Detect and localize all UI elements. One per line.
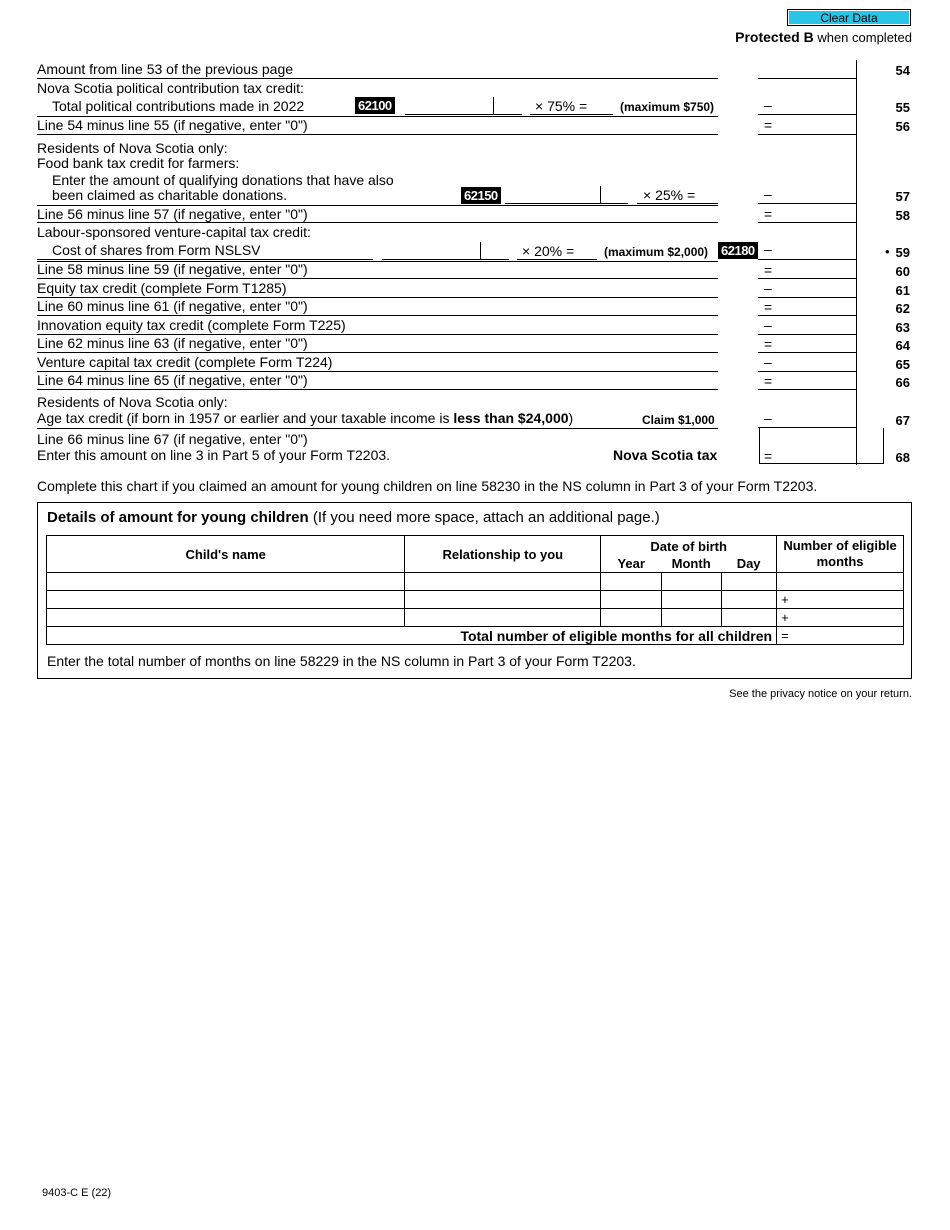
divider (37, 134, 718, 135)
line-55-input[interactable] (405, 114, 522, 115)
rate-75: × 75% = (535, 98, 588, 114)
year-input[interactable] (601, 609, 661, 627)
line-60-field[interactable] (758, 278, 856, 279)
col-child-name: Child's name (47, 536, 405, 573)
labour-heading: Labour-sponsored venture-capital tax credit: (37, 224, 311, 240)
nova-scotia-tax-label: Nova Scotia tax (613, 447, 718, 463)
divider (37, 78, 718, 79)
line-65-label: Venture capital tax credit (complete Form T224) (37, 354, 333, 370)
month-input[interactable] (661, 573, 721, 591)
max-750: (maximum $750) (620, 100, 715, 114)
line-68-label-2: Enter this amount on line 3 in Part 5 of your Form T2203. (37, 447, 391, 463)
line-59-calc-field[interactable] (517, 259, 597, 260)
minus-sign: – (764, 354, 772, 370)
line-58-label: Line 56 minus line 57 (if negative, enter "0") (37, 206, 308, 222)
line-63-field[interactable] (758, 334, 856, 335)
line-59-input[interactable] (382, 259, 509, 260)
line-number-54: 54 (895, 63, 910, 78)
line-57-field[interactable] (758, 203, 856, 204)
col-eligible-months: Number of eligible months (777, 536, 904, 573)
relationship-input[interactable] (405, 591, 601, 609)
food-bank-heading: Food bank tax credit for farmers: (37, 155, 240, 171)
line-number-64: 64 (895, 338, 910, 353)
divider (37, 278, 718, 279)
line-62-field[interactable] (758, 315, 856, 316)
residents-heading: Residents of Nova Scotia only: (37, 140, 228, 156)
col-day: Day (721, 555, 776, 573)
line-number-63: 63 (895, 320, 910, 335)
day-input[interactable] (721, 609, 776, 627)
line-61-field[interactable] (758, 297, 856, 298)
line-57-label-1: Enter the amount of qualifying donations that have also (52, 172, 394, 188)
line-56-field[interactable] (758, 134, 856, 135)
line-65-field[interactable] (758, 371, 856, 372)
line-56-label: Line 54 minus line 55 (if negative, enter "0") (37, 117, 308, 133)
line-number-56: 56 (895, 119, 910, 134)
line-number-61: 61 (895, 283, 910, 298)
divider (37, 315, 718, 316)
line-55-field[interactable] (758, 114, 856, 115)
months-input[interactable]: + (777, 591, 904, 609)
line-64-field[interactable] (758, 352, 856, 353)
divider (37, 222, 718, 223)
line-55-label: Total political contributions made in 2022 (52, 98, 305, 114)
code-62150: 62150 (461, 187, 501, 204)
day-input[interactable] (721, 591, 776, 609)
line-54-label: Amount from line 53 of the previous page (37, 61, 294, 77)
form-number: 9403-C E (22) (42, 1187, 112, 1199)
chart-note: Complete this chart if you claimed an amount for young children on line 58230 in the NS column in Part 3 of your Form T2203. (37, 478, 818, 494)
minus-sign: – (764, 241, 772, 257)
max-2000: (maximum $2,000) (604, 245, 709, 259)
line-68-field[interactable] (759, 428, 884, 464)
line-60-label: Line 58 minus line 59 (if negative, enter "0") (37, 261, 308, 277)
child-name-input[interactable] (47, 591, 405, 609)
col-relationship: Relationship to you (405, 536, 601, 573)
code-62180: 62180 (718, 242, 758, 259)
divider (493, 97, 494, 114)
minus-sign: – (764, 186, 772, 202)
line-59-field[interactable] (758, 259, 856, 260)
equals-sign: = (764, 373, 773, 389)
line-number-68: 68 (895, 450, 910, 465)
child-name-input[interactable] (47, 609, 405, 627)
table-row (47, 573, 904, 591)
table-row (47, 591, 904, 609)
details-title: Details of amount for young children (If you need more space, attach an additional page.) (47, 509, 660, 526)
minus-sign: – (764, 410, 772, 426)
relationship-input[interactable] (405, 609, 601, 627)
divider (37, 428, 718, 429)
line-57-label-2: been claimed as charitable donations. (52, 187, 288, 203)
line-68-label-1: Line 66 minus line 67 (if negative, enter "0") (37, 431, 308, 447)
line-54-field[interactable] (758, 78, 856, 79)
line-number-67: 67 (895, 413, 910, 428)
child-name-input[interactable] (47, 573, 405, 591)
clear-data-button[interactable]: Clear Data (787, 9, 911, 26)
equals-sign: = (764, 448, 773, 464)
minus-sign: – (764, 317, 772, 333)
table-row (47, 609, 904, 627)
claim-1000: Claim $1,000 (642, 413, 715, 427)
political-heading: Nova Scotia political contribution tax credit: (37, 80, 304, 96)
line-59-label: Cost of shares from Form NSLSV (52, 242, 261, 258)
relationship-input[interactable] (405, 573, 601, 591)
col-year: Year (601, 555, 661, 573)
total-label: Total number of eligible months for all children (47, 627, 777, 645)
equals-sign: = (764, 336, 773, 352)
line-number-57: 57 (895, 189, 910, 204)
line-number-55: 55 (895, 100, 910, 115)
year-input[interactable] (601, 573, 661, 591)
children-table (46, 535, 904, 645)
line-64-label: Line 62 minus line 63 (if negative, enter "0") (37, 335, 308, 351)
divider (600, 186, 601, 203)
line-63-label: Innovation equity tax credit (complete Form T225) (37, 317, 346, 333)
month-input[interactable] (661, 609, 721, 627)
rate-25: × 25% = (643, 187, 696, 203)
privacy-notice: See the privacy notice on your return. (729, 688, 912, 700)
col-month: Month (661, 555, 721, 573)
line-number-65: 65 (895, 357, 910, 372)
line-58-field[interactable] (758, 222, 856, 223)
divider (37, 259, 373, 260)
equals-sign: = (764, 299, 773, 315)
minus-sign: – (764, 97, 772, 113)
month-input[interactable] (661, 591, 721, 609)
year-input[interactable] (601, 591, 661, 609)
line-61-label: Equity tax credit (complete Form T1285) (37, 280, 287, 296)
residents-heading-2: Residents of Nova Scotia only: (37, 394, 228, 410)
line-57-input[interactable] (505, 203, 628, 204)
months-input[interactable] (777, 573, 904, 591)
line-number-59: 59 (895, 245, 910, 260)
day-input[interactable] (721, 573, 776, 591)
divider (480, 242, 481, 259)
line-number-58: 58 (895, 208, 910, 223)
col-date-of-birth: Date of birth (601, 536, 777, 555)
line-67-label: Age tax credit (if born in 1957 or earlier and your taxable income is less than $24,000) (37, 410, 574, 426)
details-footer: Enter the total number of months on line 58229 in the NS column in Part 3 of your Form T2203. (47, 653, 636, 669)
rate-20: × 20% = (522, 243, 575, 259)
line-66-field[interactable] (758, 389, 856, 390)
line-number-66: 66 (895, 375, 910, 390)
amount-column-divider (856, 60, 857, 465)
line-62-label: Line 60 minus line 61 (if negative, enter "0") (37, 298, 308, 314)
minus-sign: – (764, 280, 772, 296)
equals-sign: = (764, 117, 773, 133)
line-55-calc-field[interactable] (530, 114, 613, 115)
bullet-icon: • (885, 244, 890, 259)
divider (37, 352, 718, 353)
code-62100: 62100 (355, 97, 395, 114)
total-months-input[interactable]: = (777, 627, 904, 645)
months-input[interactable]: + (777, 609, 904, 627)
line-number-60: 60 (895, 264, 910, 279)
line-number-62: 62 (895, 301, 910, 316)
protected-b-label: Protected B when completed (735, 29, 912, 45)
divider (37, 389, 718, 390)
line-66-label: Line 64 minus line 65 (if negative, enter "0") (37, 372, 308, 388)
equals-sign: = (764, 262, 773, 278)
line-57-calc-field[interactable] (637, 203, 718, 204)
equals-sign: = (764, 206, 773, 222)
